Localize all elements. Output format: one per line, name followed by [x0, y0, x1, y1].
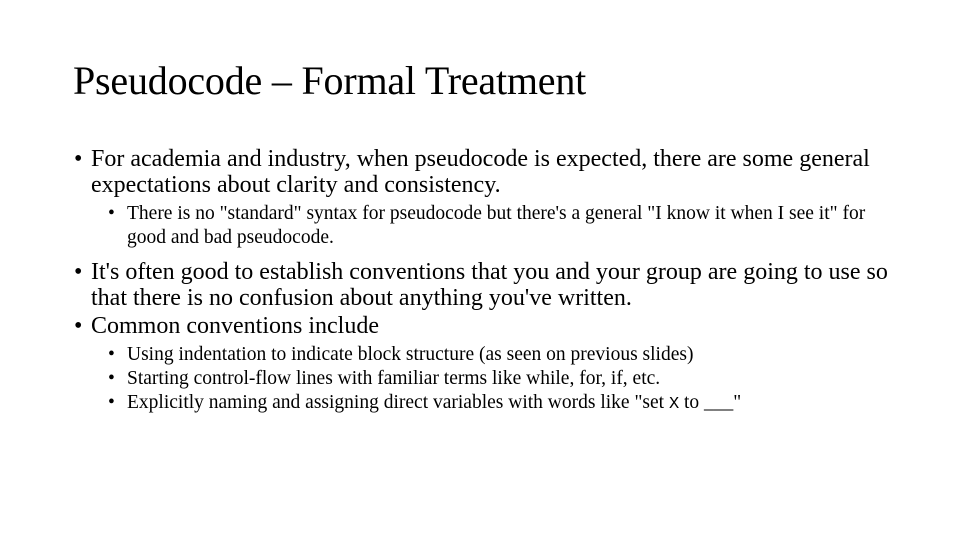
- subbullet-text: There is no "standard" syntax for pseudocode but there's a general "I know it when I see it" for good and bad pseudocode.: [127, 203, 866, 248]
- subbullet-text-before: Explicitly naming and assigning direct variables with words like "set: [127, 392, 669, 413]
- bullet-establish-conventions: [74, 259, 904, 311]
- bullet-dot-icon: •: [108, 392, 115, 413]
- subbullet-indentation: [108, 343, 904, 367]
- subbullet-naming-variables: [108, 391, 904, 417]
- bullet-dot-icon: •: [108, 203, 115, 224]
- bullet-dot-icon: •: [74, 313, 83, 339]
- bullet-academia-industry: [74, 146, 904, 198]
- bullet-dot-icon: •: [108, 344, 115, 365]
- subbullet-text: Starting control-flow lines with familiar terms like while, for, if, etc.: [127, 368, 661, 389]
- bullet-text: It's often good to establish conventions that you and your group are going to use so that there is no confusion about anything you've written.: [91, 259, 888, 311]
- bullet-dot-icon: •: [108, 368, 115, 389]
- subbullet-no-standard-syntax: [108, 202, 904, 250]
- bullet-dot-icon: •: [74, 146, 83, 172]
- subbullet-text: Using indentation to indicate block structure (as seen on previous slides): [127, 344, 694, 365]
- slide-title: Pseudocode – Formal Treatment: [73, 58, 587, 103]
- bullet-common-conventions: [74, 313, 904, 339]
- slide-body: [74, 146, 904, 417]
- bullet-dot-icon: •: [74, 259, 83, 285]
- bullet-text: Common conventions include: [91, 313, 379, 339]
- subbullet-text-after: to ___": [679, 392, 742, 413]
- bullet-text: For academia and industry, when pseudocode is expected, there are some general expectations about clarity and consistency.: [91, 146, 870, 198]
- code-variable: X: [668, 395, 680, 414]
- subbullet-control-flow: [108, 367, 904, 391]
